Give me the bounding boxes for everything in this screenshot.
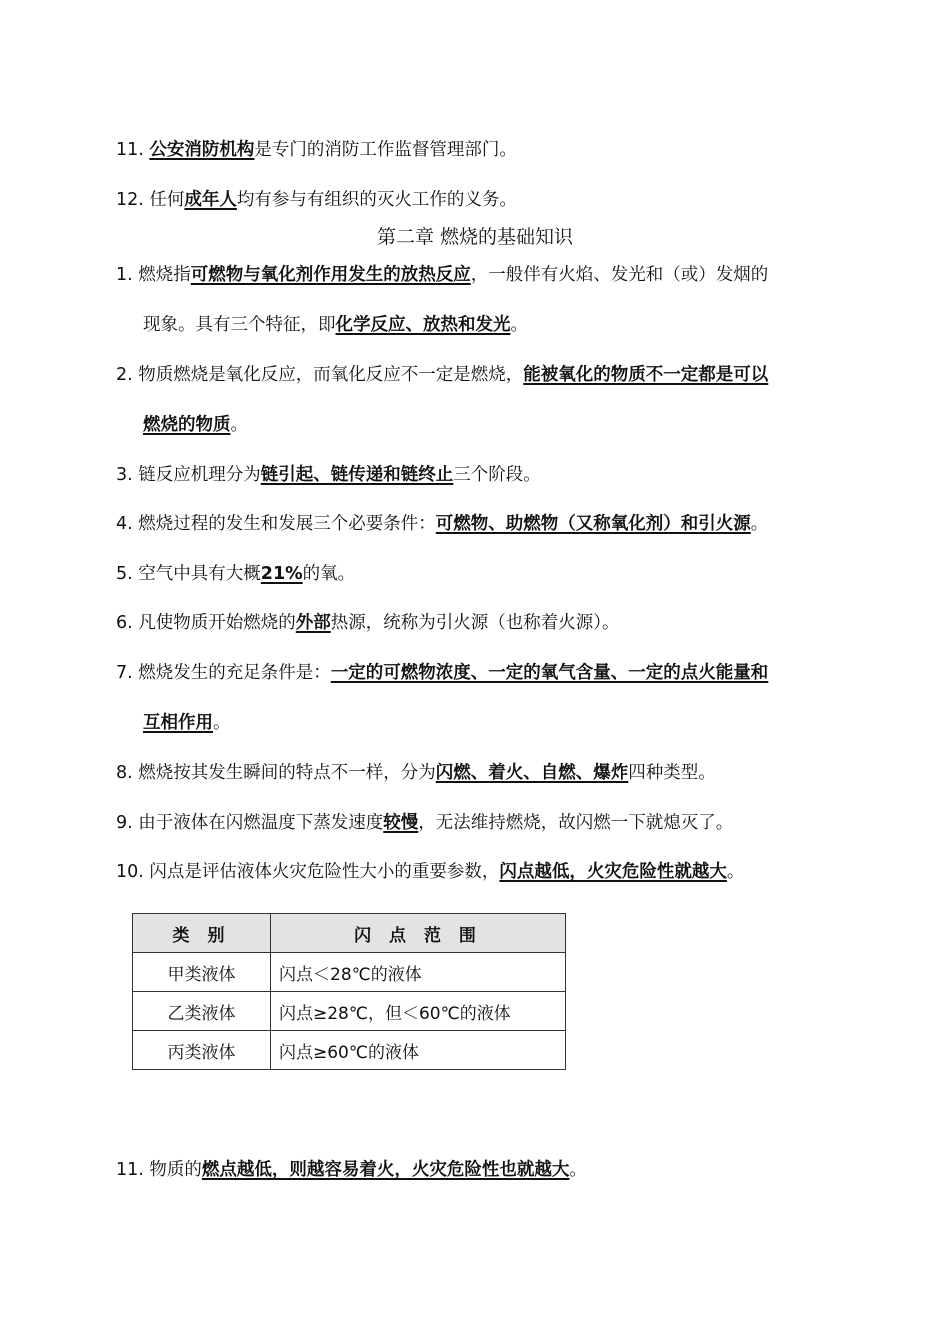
key-phrase: 闪点越低，火灾危险性就越大 [499, 862, 727, 882]
key-phrase: 链引起、链传递和链终止 [260, 465, 454, 485]
item-11 [116, 1157, 587, 1183]
item-text: 三个阶段。 [453, 465, 541, 485]
header-flash-range: 闪 点 范 围 [271, 914, 566, 953]
item-text: 。 [750, 514, 769, 534]
key-phrase: 燃点越低，则越容易着火，火灾危险性也就越大 [201, 1160, 570, 1180]
item-9 [116, 810, 733, 836]
item-4 [116, 511, 768, 537]
item-text: 燃烧过程的发生和发展三个必要条件： [138, 514, 436, 534]
item-text: 。 [510, 315, 528, 335]
item-text: 凡使物质开始燃烧的 [138, 613, 296, 633]
item-text: 热源，统称为引火源（也称着火源）。 [330, 613, 620, 633]
table-cell-range: 闪点＜28℃的液体 [271, 953, 566, 992]
item-text: 燃烧发生的充足条件是： [138, 663, 331, 683]
item-text: 由于液体在闪燃温度下蒸发速度 [138, 813, 384, 833]
item-1 [116, 262, 768, 288]
item-number: 5. [116, 564, 133, 584]
item-text: 的氧。 [302, 564, 356, 584]
key-phrase: 化学反应、放热和发光 [335, 315, 511, 335]
item-number: 12. [116, 190, 144, 210]
item-2-continued [143, 412, 248, 438]
item-5 [116, 561, 355, 587]
table-cell-range: 闪点≥28℃，但＜60℃的液体 [271, 992, 566, 1031]
item-text: 链反应机理分为 [138, 465, 261, 485]
item-text: 。 [230, 415, 248, 435]
item-10 [116, 859, 744, 885]
item-3 [116, 462, 541, 488]
key-phrase: 公安消防机构 [149, 140, 255, 160]
chapter-title: 第二章 燃烧的基础知识 [376, 226, 574, 248]
item-text: 空气中具有大概 [138, 564, 261, 584]
key-phrase: 可燃物与氧化剂作用发生的放热反应 [190, 265, 471, 285]
item-1-continued [143, 312, 528, 338]
table-cell-category: 丙类液体 [133, 1031, 271, 1070]
item-number: 7. [116, 663, 133, 683]
item-11-top [116, 137, 517, 163]
item-7-continued [143, 710, 231, 736]
item-number: 11. [116, 1160, 144, 1180]
item-text: 是专门的消防工作监督管理部门。 [254, 140, 517, 160]
item-text: ，一般伴有火焰、发光和（或）发烟的 [470, 265, 769, 285]
table-row [133, 953, 566, 992]
item-text: 现象。具有三个特征，即 [143, 315, 336, 335]
table-cell-range: 闪点≥60℃的液体 [271, 1031, 566, 1070]
table-row [133, 1031, 566, 1070]
key-phrase: 可燃物、助燃物（又称氧化剂）和引火源 [435, 514, 751, 534]
key-phrase: 成年人 [184, 190, 237, 210]
item-text: 。 [569, 1160, 587, 1180]
key-phrase: 一定的可燃物浓度、一定的氧气含量、一定的点火能量和 [330, 663, 769, 683]
item-number: 4. [116, 514, 133, 534]
item-text: 物质的 [149, 1160, 202, 1180]
flash-point-table [132, 913, 566, 1070]
item-7 [116, 660, 768, 686]
item-text: 闪点是评估液体火灾危险性大小的重要参数， [149, 862, 500, 882]
key-phrase: 21% [260, 564, 303, 584]
key-phrase: 互相作用 [143, 713, 213, 733]
item-text: ，无法维持燃烧，故闪燃一下就熄灭了。 [418, 813, 734, 833]
item-number: 6. [116, 613, 133, 633]
table-row [133, 992, 566, 1031]
item-text: 任何 [149, 190, 185, 210]
header-category: 类 别 [133, 914, 271, 953]
key-phrase: 较慢 [383, 813, 419, 833]
item-8 [116, 760, 716, 786]
item-text: 燃烧指 [138, 265, 191, 285]
item-2 [116, 362, 768, 388]
item-number: 8. [116, 763, 133, 783]
item-text: 。 [213, 713, 231, 733]
key-phrase: 闪燃、着火、自燃、爆炸 [435, 763, 629, 783]
item-text: 物质燃烧是氧化反应，而氧化反应不一定是燃烧， [138, 365, 524, 385]
table-cell-category: 甲类液体 [133, 953, 271, 992]
item-text: 。 [726, 862, 745, 882]
table-header-row [133, 914, 566, 953]
table-cell-category: 乙类液体 [133, 992, 271, 1031]
item-number: 9. [116, 813, 133, 833]
item-6 [116, 610, 620, 636]
item-text: 均有参与有组织的灭火工作的义务。 [236, 190, 517, 210]
key-phrase: 能被氧化的物质不一定都是可以 [523, 365, 769, 385]
item-number: 11. [116, 140, 144, 160]
item-number: 3. [116, 465, 133, 485]
item-number: 1. [116, 265, 133, 285]
item-number: 10. [116, 862, 144, 882]
item-text: 四种类型。 [628, 763, 716, 783]
key-phrase: 外部 [295, 613, 331, 633]
key-phrase: 燃烧的物质 [143, 415, 231, 435]
item-text: 燃烧按其发生瞬间的特点不一样，分为 [138, 763, 436, 783]
item-12-top [116, 187, 517, 213]
item-number: 2. [116, 365, 133, 385]
